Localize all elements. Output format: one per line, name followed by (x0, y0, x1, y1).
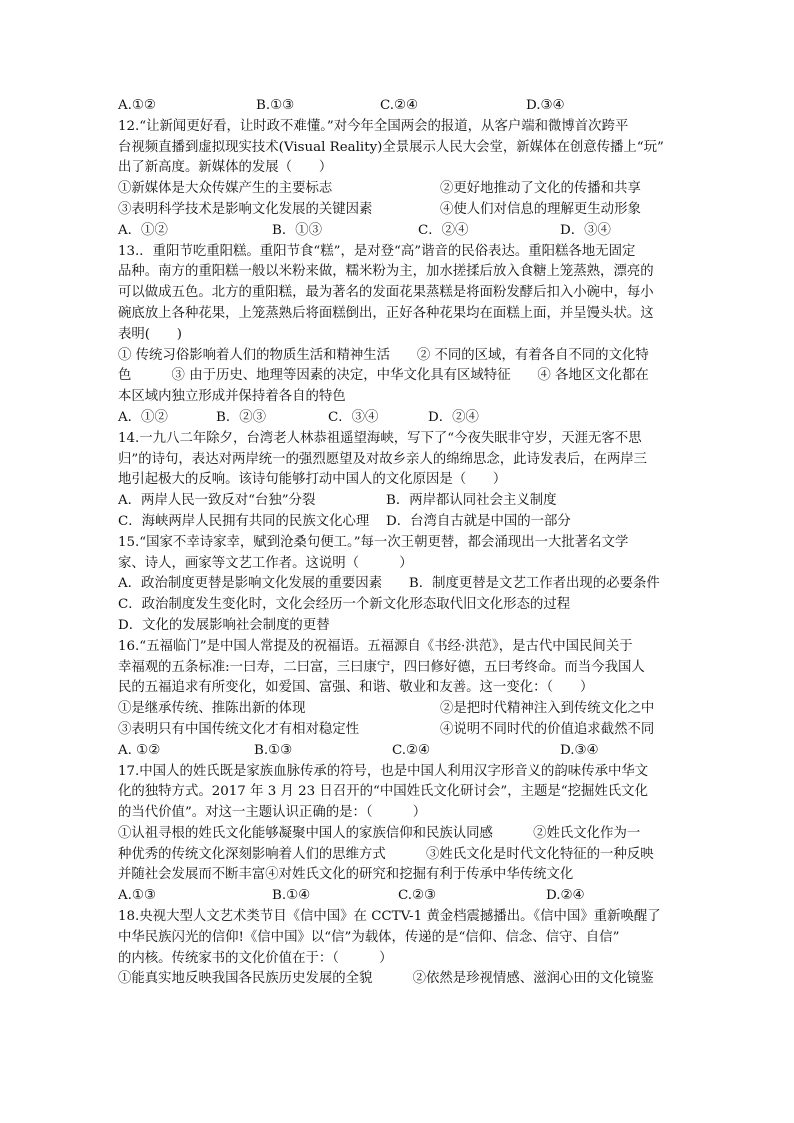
q17-line: ①认祖寻根的姓氏文化能够凝聚中国人的家族信仰和民族认同感 ②姓氏文化作为一 (118, 825, 641, 841)
q16-line: 民的五福追求有所变化，如爱国、富强、和谐、敬业和友善。这一变化：（ ） (118, 680, 594, 696)
q13-line: 碗底放上各种花果，上笼蒸熟后将面糕倒出，正好各种花果均在面糕上面，并呈馒头状。这 (118, 305, 654, 321)
q16-items-row (118, 699, 684, 720)
q13-line: 本区域内独立形成并保持着各自的特色 (118, 389, 346, 405)
question-12 (118, 117, 684, 242)
q12-items-row (118, 179, 684, 200)
q12-options (118, 221, 684, 242)
q18-line: 18.央视大型人文艺术类节目《信中国》在 CCTV-1 黄金档震撼播出。《信中国》重新唤醒了 (118, 909, 661, 925)
option-c: C.②④ (392, 742, 431, 758)
q18-line: 的内核。传统家书的文化价值在于：（ ） (118, 950, 393, 966)
q16-items-row (118, 720, 684, 741)
option-d: D.②④ (546, 888, 585, 904)
q14-line: 地引起极大的反响。该诗句能够打动中国人的文化原因是（ ） (118, 472, 507, 488)
option-d: D．③④ (560, 222, 611, 238)
q13-line: 可以做成五色。北方的重阳糕，最为著名的发面花果蒸糕是将面粉发酵后扣入小碗中，每小 (118, 285, 654, 301)
option-c: C．②④ (418, 222, 469, 238)
question-13 (118, 242, 684, 429)
option-c: C.②③ (398, 888, 437, 904)
question-18 (118, 907, 684, 990)
q11-options (118, 96, 684, 117)
exam-page (118, 96, 684, 990)
q12-items-row (118, 200, 684, 221)
option-a: A. ①② (118, 742, 161, 758)
q14-line: 14.一九八二年除夕，台湾老人林恭祖遥望海峡，写下了“今夜失眠非守岁，天涯无客不思 (118, 430, 642, 446)
option-b: B．①③ (272, 222, 323, 238)
q15-line: 15.“国家不幸诗家幸，赋到沧桑句便工。”每一次王朝更替，都会涌现出一大批著名文学 (118, 534, 629, 550)
question-14 (118, 429, 684, 533)
item-3: ③表明科学技术是影响文化发展的关键因素 (118, 201, 373, 217)
item-4: ④说明不同时代的价值追求截然不同 (440, 721, 655, 737)
option-b: B.①③ (256, 98, 295, 113)
option-c: C.②④ (380, 98, 419, 113)
q16-options (118, 741, 684, 762)
option-d: D.③④ (526, 98, 565, 113)
q12-line: 出了新高度。新媒体的发展（ ） (118, 160, 333, 176)
option-a: A.①③ (118, 888, 156, 904)
q14-options-row (118, 512, 684, 533)
q13-line: 表明( ) (118, 326, 183, 342)
option-d: D.③④ (560, 742, 599, 758)
item-4: ④使人们对信息的理解更生动形象 (440, 201, 641, 217)
q12-line: 台视频直播到虚拟现实技术(Visual Reality)全景展示人民大会堂，新媒体在创意传播上“玩” (118, 139, 664, 155)
item-3: ③表明只有中国传统文化才有相对稳定性 (118, 721, 360, 737)
q12-line: 12.“让新闻更好看，让时政不难懂。”对今年全国两会的报道，从客户端和微博首次跨平 (118, 118, 629, 134)
option-d: D．②④ (428, 409, 479, 425)
q17-line: 种优秀的传统文化深刻影响着人们的思维方式 ③姓氏文化是时代文化特征的一种反映 (118, 846, 654, 862)
option-b: B.①③ (254, 742, 293, 758)
q17-line: 并随社会发展而不断丰富④对姓氏文化的研究和挖掘有利于传承中华传统文化 (118, 867, 574, 883)
q13-line: ① 传统习俗影响着人们的物质生活和精神生活 ② 不同的区域，有着各自不同的文化特 (118, 347, 649, 363)
q18-line: ①能真实地反映我国各民族历史发展的全貌 ②依然是珍视情感、滋润心田的文化镜鉴 (118, 971, 654, 987)
q15-option: D．文化的发展影响社会制度的更替 (118, 617, 330, 633)
option-b: B.①④ (272, 888, 311, 904)
q14-options-row (118, 491, 684, 512)
q13-line: 品种。南方的重阳糕一般以米粉来做，糯米粉为主，加水搓揉后放入食糖上笼蒸熟，漂亮的 (118, 264, 654, 280)
q15-line: 家、诗人，画家等文艺工作者。这说明（ ） (118, 555, 413, 571)
question-16 (118, 637, 684, 762)
option-c: C．③④ (328, 409, 379, 425)
option-b: B．②③ (216, 409, 267, 425)
option-a: A．①② (118, 222, 168, 238)
q15-option: C．政治制度发生变化时，文化会经历一个新文化形态取代旧文化形态的过程 (118, 597, 571, 613)
q17-options (118, 886, 684, 907)
option-a: A.①② (118, 98, 156, 113)
q13-options (118, 408, 684, 429)
q14-line: 归”的诗句，表达对两岸统一的强烈愿望及对故乡亲人的绵绵思念，此诗发表后，在两岸三 (118, 451, 648, 467)
q18-line: 中华民族闪光的信仰!《信中国》以“信”为载体，传递的是“信仰、信念、信守、自信” (118, 929, 620, 945)
item-1: ①新媒体是大众传媒产生的主要标志 (118, 181, 333, 197)
q13-line: 13.．重阳节吃重阳糕。重阳节食“糕”，是对登“高”谐音的民俗表达。重阳糕各地无固定 (118, 243, 636, 259)
item-2: ②是把时代精神注入到传统文化之中 (440, 701, 655, 717)
option-d: D．台湾自古就是中国的一部分 (386, 513, 571, 529)
q17-line: 17.中国人的姓氏既是家族血脉传承的符号，也是中国人利用汉字形音义的韵味传承中华文 (118, 763, 649, 779)
option-c: C．海峡两岸人民拥有共同的民族文化心理 (118, 513, 370, 529)
item-2: ②更好地推动了文化的传播和共享 (440, 181, 641, 197)
option-a: A．两岸人民一致反对“台独”分裂 (118, 493, 316, 509)
option-a: A．①② (118, 409, 168, 425)
q16-line: 16.“五福临门”是中国人常提及的祝福语。五福源自《书经·洪范》，是古代中国民间关于 (118, 638, 633, 654)
question-15 (118, 533, 684, 637)
q17-line: 的当代价值”。对这一主题认识正确的是：（ ） (118, 805, 427, 821)
item-1: ①是继承传统、推陈出新的体现 (118, 701, 306, 717)
q16-line: 幸福观的五条标准:一曰寿，二曰富，三曰康宁，四曰修好德，五曰考终命。而当今我国人 (118, 659, 645, 675)
option-b: B．两岸都认同社会主义制度 (386, 493, 557, 509)
q15-option: A．政治制度更替是影响文化发展的重要因素 B．制度更替是文艺工作者出现的必要条件 (118, 576, 660, 592)
q17-line: 化的独特方式。2017 年 3 月 23 日召开的“中国姓氏文化研讨会”，主题是“挖掘姓氏文化 (118, 784, 648, 800)
q13-line: 色 ③ 由于历史、地理等因素的决定，中华文化具有区域特征 ④ 各地区文化都在 (118, 368, 649, 384)
question-17 (118, 762, 684, 908)
